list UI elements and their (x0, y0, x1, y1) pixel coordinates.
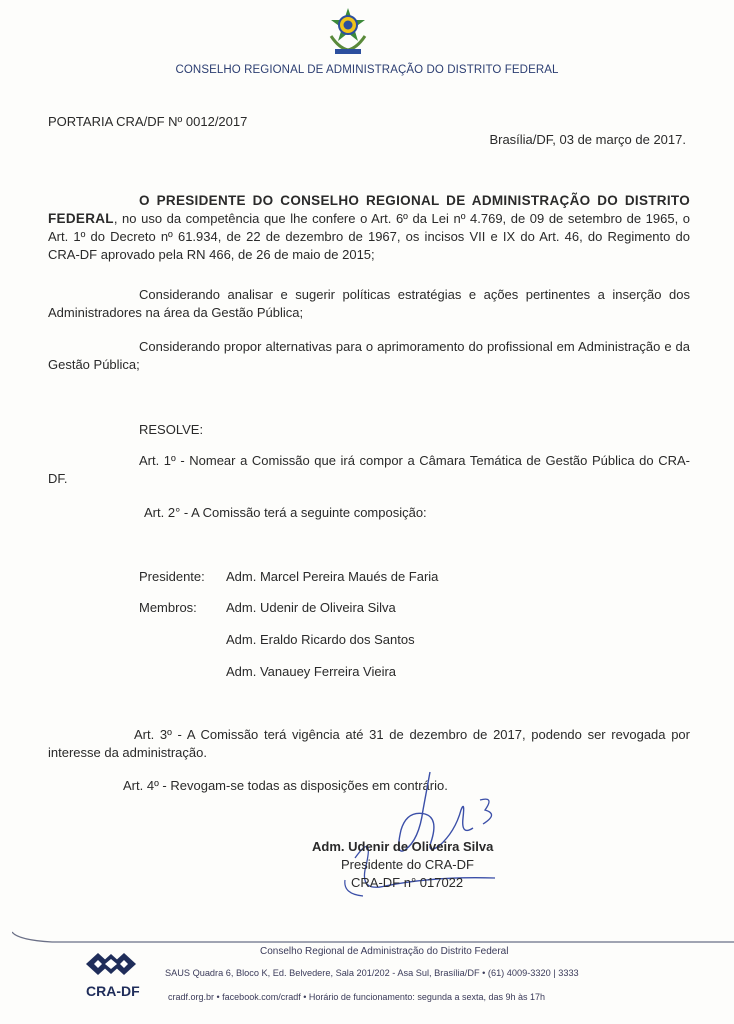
portaria-number: PORTARIA CRA/DF Nº 0012/2017 (48, 114, 248, 129)
signatory-registration: CRA-DF n° 017022 (351, 875, 464, 890)
preamble-bold-lead: O PRESIDENTE DO CONSELHO REGIONAL DE ADMINISTRAÇÃO DO DISTRITO FEDERAL (48, 193, 690, 226)
members-label: Membros: (139, 600, 197, 615)
president-label: Presidente: (139, 569, 205, 584)
footer-brand: CRA-DF (86, 983, 140, 999)
organization-header: CONSELHO REGIONAL DE ADMINISTRAÇÃO DO DISTRITO FEDERAL (175, 64, 559, 76)
signatory-name: Adm. Udenir de Oliveira Silva (312, 839, 494, 854)
member-item: Adm. Eraldo Ricardo dos Santos (226, 632, 415, 647)
footer-contact: cradf.org.br • facebook.com/cradf • Horário de funcionamento: segunda a sexta, das 9h às 17h (168, 992, 546, 1002)
article-4: Art. 4º - Revogam-se todas as disposições em contrário. (123, 778, 448, 793)
member-item: Adm. Vanauey Ferreira Vieira (226, 664, 397, 679)
preamble-text: , no uso da competência que lhe confere o Art. 6º da Lei nº 4.769, de 09 de setembro de 1965, o Art. 1º do Decreto nº 61.934, de 22 de dezembro de 1967, os incisos VII e IX do Art. 46, do Regimento do CRA-DF aprovado pela RN 466, de 26 de maio de 2015; (48, 211, 690, 262)
footer-address: SAUS Quadra 6, Bloco K, Ed. Belvedere, Sala 201/202 - Asa Sul, Brasília/DF • (61) 4009-3320 | 3333 (165, 968, 579, 978)
resolve-heading: RESOLVE: (139, 422, 204, 437)
footer-org-name: Conselho Regional de Administração do Distrito Federal (260, 946, 509, 957)
signatory-role: Presidente do CRA-DF (341, 857, 474, 872)
preamble-paragraph (48, 192, 690, 264)
considerando-1: Considerando analisar e sugerir políticas estratégias e ações pertinentes a inserção dos Administradores na área da Gestão Pública; (48, 287, 690, 320)
cra-df-logo-icon (86, 951, 136, 977)
president-name: Adm. Marcel Pereira Maués de Faria (226, 569, 439, 584)
article-2: Art. 2° - A Comissão terá a seguinte composição: (144, 505, 427, 520)
considerando-2: Considerando propor alternativas para o aprimoramento do profissional em Administração e da Gestão Pública; (48, 339, 690, 372)
member-item: Adm. Udenir de Oliveira Silva (226, 600, 396, 615)
article-3: Art. 3º - A Comissão terá vigência até 31 de dezembro de 2017, podendo ser revogada por interesse da administração. (48, 727, 690, 760)
coat-of-arms-icon (325, 6, 371, 56)
article-1: Art. 1º - Nomear a Comissão que irá compor a Câmara Temática de Gestão Pública do CRA-DF. (48, 453, 690, 486)
date-line: Brasília/DF, 03 de março de 2017. (489, 132, 686, 147)
